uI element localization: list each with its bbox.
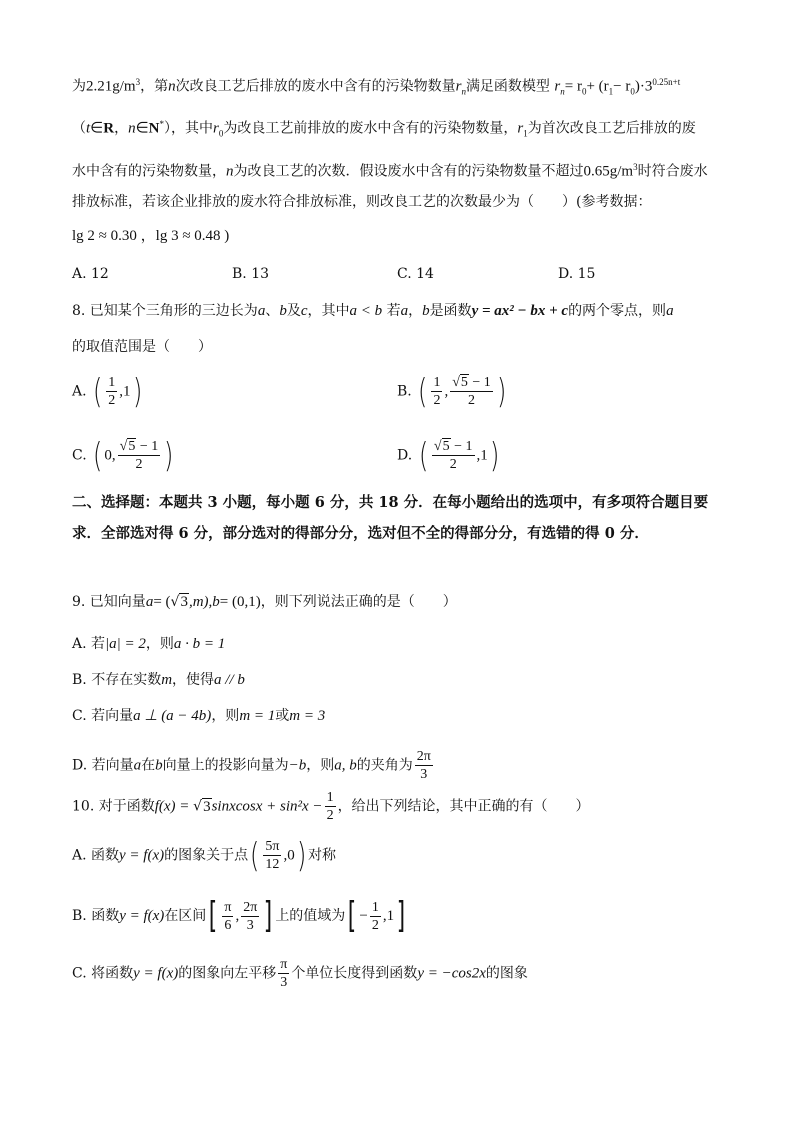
p10-option-c: C. 将函数y = f(x)的图象向左平移 $\frac{\pi}{3}$ 个单位长度得到函数y = −cos2x的图象 xyxy=(72,957,528,990)
p7-option-c: C. 14 xyxy=(397,266,434,282)
p7-option-a: A. 12 xyxy=(72,266,109,282)
p8-option-a: A. ( $\frac{1}{2}$ ,1) xyxy=(72,371,142,412)
p8-option-d: D. ( $\frac{√5 - 1}{2}$ ,1) xyxy=(397,435,500,476)
p10-option-b: B. 函数y = f(x)在区间[ $\frac{\pi}{6}$ , $\frac{2\pi}{3}$ ] 上的值域为[ − $\frac{1}{2}$ ,1] xyxy=(72,895,406,936)
p10-option-a: A. 函数y = f(x)的图象关于点( $\frac{5\pi}{12}$ ,0) 对称 xyxy=(72,835,336,876)
p9-option-d: D. 若向量a在b向量上的投影向量为−b，则a, b的夹角为 $\frac{2\pi}{3}$ xyxy=(72,749,431,782)
p8-line-2: 的取值范围是（ ） xyxy=(72,339,212,355)
p7-line-2: （t∈R，n∈N*），其中$r_0$为改良工艺前排放的废水中含有的污染物数量，$r_1$为首次改良工艺后排放的废 xyxy=(72,119,696,139)
p9-option-b: B. 不存在实数m，使得a // b xyxy=(72,672,245,688)
section-2-header: 二、选择题：本题共 3 小题，每小题 6 分，共 18 分．在每小题给出的选项中，有多项符合题目要求．全部选对得 6 分，部分选对的得部分分，选对但不全的得部分分，有选错的得 0 分． xyxy=(72,494,709,542)
p7-reference-data: lg 2 ≈ 0.30 ，lg 3 ≈ 0.48 ) xyxy=(72,228,230,244)
p7-line-4: 排放标准，若该企业排放的废水符合排放标准，则改良工艺的次数最少为（ ）(参考数据： xyxy=(72,194,652,210)
p10-line-1: 10. 对于函数f(x) = √3sinxcosx + sin²x − $\frac{1}{2}$ ，给出下列结论，其中正确的有（ ） xyxy=(72,790,590,823)
p9-option-c: C. 若向量a ⊥ (a − 4b)，则m = 1或m = 3 xyxy=(72,708,326,724)
p8-option-c: C. ( 0, $\frac{√5 - 1}{2}$ ) xyxy=(72,435,174,476)
p9-option-a: A. 若|a| = 2，则a · b = 1 xyxy=(72,636,226,652)
p7-option-d: D. 15 xyxy=(558,266,596,282)
p9-line-1: 9. 已知向量a= (√3,m),b= (0,1)，则下列说法正确的是（ ） xyxy=(72,594,457,610)
p8-line-1: 8. 已知某个三角形的三边长为a、b及c，其中a < b 若a，b是函数y = ax² − bx + c的两个零点，则a xyxy=(72,303,674,319)
p7-line-3: 水中含有的污染物数量，n为改良工艺的次数．假设废水中含有的污染物数量不超过$0.65g/m^3$时符合废水 xyxy=(72,162,708,180)
p7-line-1: 为$2.21g/m^3$，第n次改良工艺后排放的废水中含有的污染物数量$r_n$满足函数模型 $r_n= r_0+ (r_1- r_0)\cdot 3^{0.25n+t}$ xyxy=(72,77,681,97)
p8-option-b: B. ( $\frac{1}{2}$ , $\frac{√5 - 1}{2}$ ) xyxy=(397,371,507,412)
p7-option-b: B. 13 xyxy=(232,266,270,282)
